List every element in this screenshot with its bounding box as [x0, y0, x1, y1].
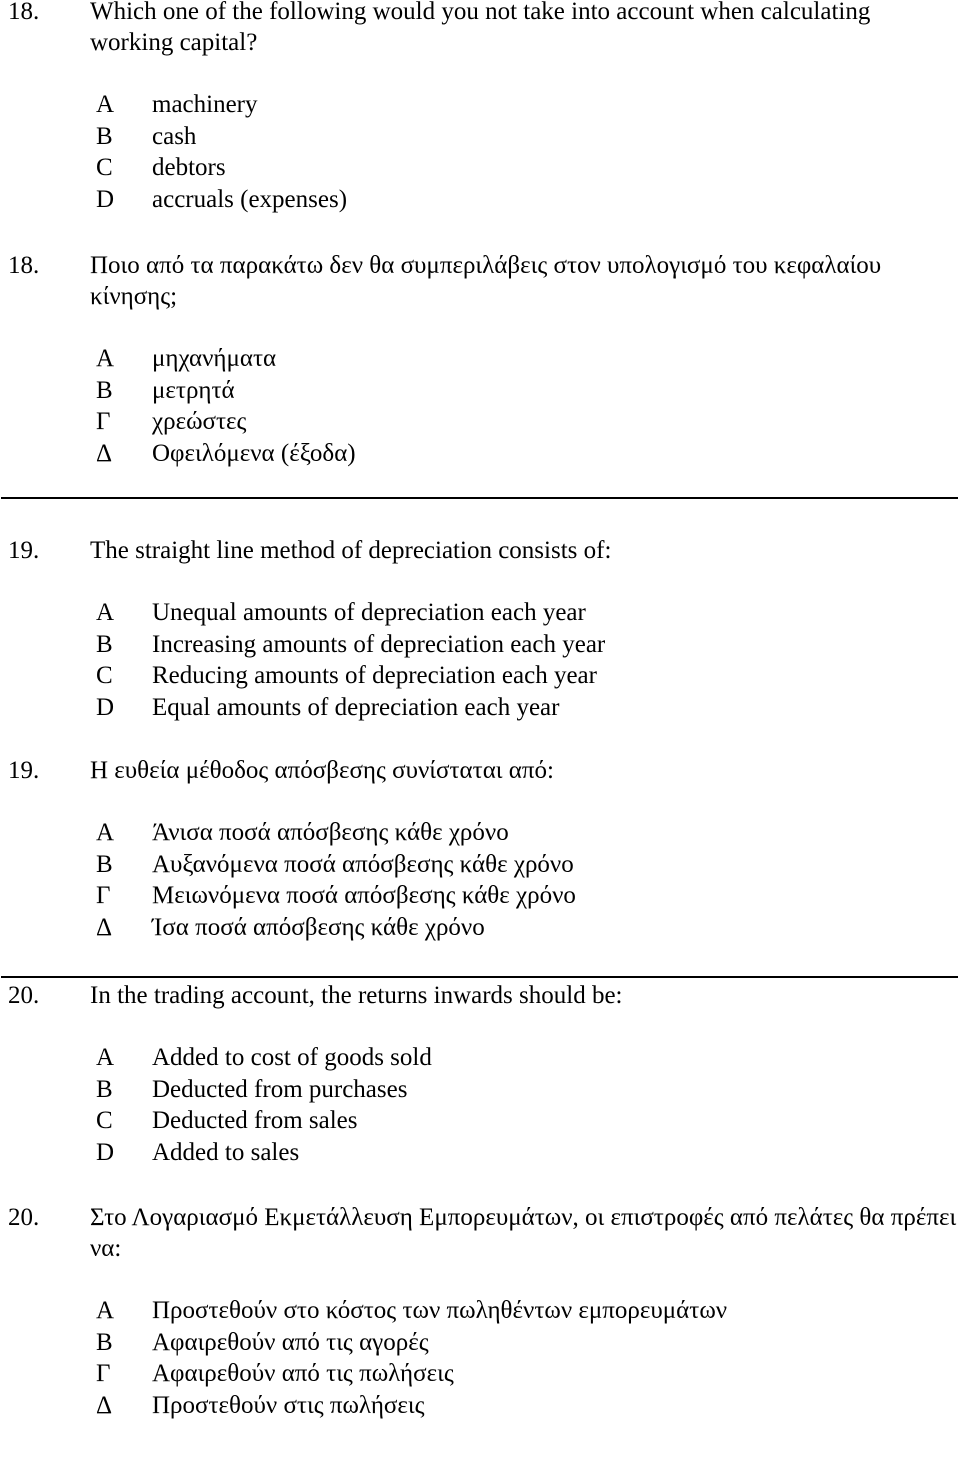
option-text: Unequal amounts of depreciation each year	[152, 599, 586, 626]
answer-option	[8, 1137, 958, 1169]
question-19-el	[8, 755, 958, 943]
option-text: Αφαιρεθούν από τις πωλήσεις	[152, 1360, 454, 1387]
answer-options	[8, 343, 958, 469]
answer-option	[8, 1390, 958, 1422]
option-letter: C	[96, 662, 113, 689]
option-letter: Γ	[96, 1360, 111, 1387]
option-text: μετρητά	[152, 376, 235, 404]
answer-option	[8, 152, 958, 184]
question-text: Στο Λογαριασμό Εκμετάλλευση Εμπορευμάτων, οι επιστροφές από πελάτες θα πρέπει να:	[90, 1204, 957, 1262]
question-20-el	[8, 1202, 958, 1421]
question-text: Which one of the following would you not take into account when calculating working capital?	[90, 0, 871, 56]
option-letter: Α	[96, 819, 115, 846]
answer-options	[8, 89, 958, 215]
answer-option	[8, 89, 958, 121]
option-text: χρεώστες	[152, 408, 247, 435]
option-text: Equal amounts of depreciation each year	[152, 693, 560, 721]
answer-options	[8, 597, 958, 723]
option-letter: Δ	[96, 1391, 113, 1419]
answer-option	[8, 1074, 958, 1106]
answer-option	[8, 912, 958, 944]
option-text: machinery	[152, 91, 258, 118]
option-text: μηχανήματα	[152, 345, 277, 372]
question-text: The straight line method of depreciation consists of:	[90, 537, 612, 564]
question-number: 20.	[8, 1204, 40, 1231]
option-letter: D	[96, 185, 115, 213]
answer-options	[8, 1295, 958, 1421]
answer-option	[8, 375, 958, 407]
answer-option	[8, 1042, 958, 1074]
option-letter: Β	[96, 376, 113, 404]
option-text: cash	[152, 122, 197, 150]
option-letter: Γ	[96, 882, 111, 909]
option-text: Reducing amounts of depreciation each year	[152, 662, 597, 689]
option-text: Προστεθούν στο κόστος των πωληθέντων εμπορευμάτων	[152, 1297, 728, 1324]
answer-option	[8, 817, 958, 849]
answer-option	[8, 629, 958, 661]
option-text: Increasing amounts of depreciation each year	[152, 630, 606, 658]
option-text: Προστεθούν στις πωλήσεις	[152, 1391, 425, 1419]
option-text: Μειωνόμενα ποσά απόσβεσης κάθε χρόνο	[152, 882, 576, 909]
question-18-el	[8, 250, 958, 469]
option-letter: Β	[96, 1328, 113, 1356]
option-text: Added to sales	[152, 1138, 300, 1166]
question-number: 18.	[8, 252, 40, 279]
answer-option	[8, 121, 958, 153]
option-letter: A	[96, 1044, 115, 1071]
option-text: Αυξανόμενα ποσά απόσβεσης κάθε χρόνο	[152, 850, 574, 878]
answer-option	[8, 597, 958, 629]
option-text: Οφειλόμενα (έξοδα)	[152, 439, 356, 467]
answer-option	[8, 343, 958, 375]
answer-option	[8, 1105, 958, 1137]
option-letter: Δ	[96, 913, 113, 941]
option-letter: D	[96, 693, 115, 721]
question-18-en	[8, 0, 958, 215]
option-letter: C	[96, 1107, 113, 1134]
answer-option	[8, 849, 958, 881]
option-letter: Δ	[96, 439, 113, 467]
answer-option	[8, 438, 958, 470]
option-letter: B	[96, 122, 113, 150]
answer-option	[8, 406, 958, 438]
answer-option	[8, 184, 958, 216]
question-text: Η ευθεία μέθοδος απόσβεσης συνίσταται από:	[90, 757, 554, 784]
option-letter: A	[96, 91, 115, 118]
option-letter: C	[96, 154, 113, 181]
option-text: debtors	[152, 154, 226, 181]
option-letter: Α	[96, 345, 115, 372]
option-text: accruals (expenses)	[152, 185, 348, 213]
question-text: In the trading account, the returns inwards should be:	[90, 982, 623, 1009]
option-letter: Γ	[96, 408, 111, 435]
answer-options	[8, 817, 958, 943]
question-number: 19.	[8, 757, 40, 784]
option-letter: A	[96, 599, 115, 626]
option-text: Αφαιρεθούν από τις αγορές	[152, 1328, 429, 1356]
answer-option	[8, 1295, 958, 1327]
answer-options	[8, 1042, 958, 1168]
option-letter: Α	[96, 1297, 115, 1324]
option-text: Added to cost of goods sold	[152, 1044, 432, 1071]
question-text: Ποιο από τα παρακάτω δεν θα συμπεριλάβεις στον υπολογισμό του κεφαλαίου κίνησης;	[90, 252, 882, 310]
question-number: 18.	[8, 0, 40, 25]
section-divider	[1, 976, 958, 978]
option-letter: Β	[96, 850, 113, 878]
section-divider	[1, 497, 958, 499]
question-number: 19.	[8, 537, 40, 564]
question-20-en	[8, 980, 958, 1168]
answer-option	[8, 692, 958, 724]
answer-option	[8, 1327, 958, 1359]
option-letter: B	[96, 630, 113, 658]
option-text: Deducted from sales	[152, 1107, 358, 1134]
question-number: 20.	[8, 982, 40, 1009]
option-text: Deducted from purchases	[152, 1075, 408, 1103]
question-19-en	[8, 535, 958, 723]
answer-option	[8, 880, 958, 912]
option-letter: B	[96, 1075, 113, 1103]
option-letter: D	[96, 1138, 115, 1166]
option-text: Άνισα ποσά απόσβεσης κάθε χρόνο	[152, 819, 509, 846]
answer-option	[8, 660, 958, 692]
option-text: Ίσα ποσά απόσβεσης κάθε χρόνο	[152, 913, 485, 941]
answer-option	[8, 1358, 958, 1390]
